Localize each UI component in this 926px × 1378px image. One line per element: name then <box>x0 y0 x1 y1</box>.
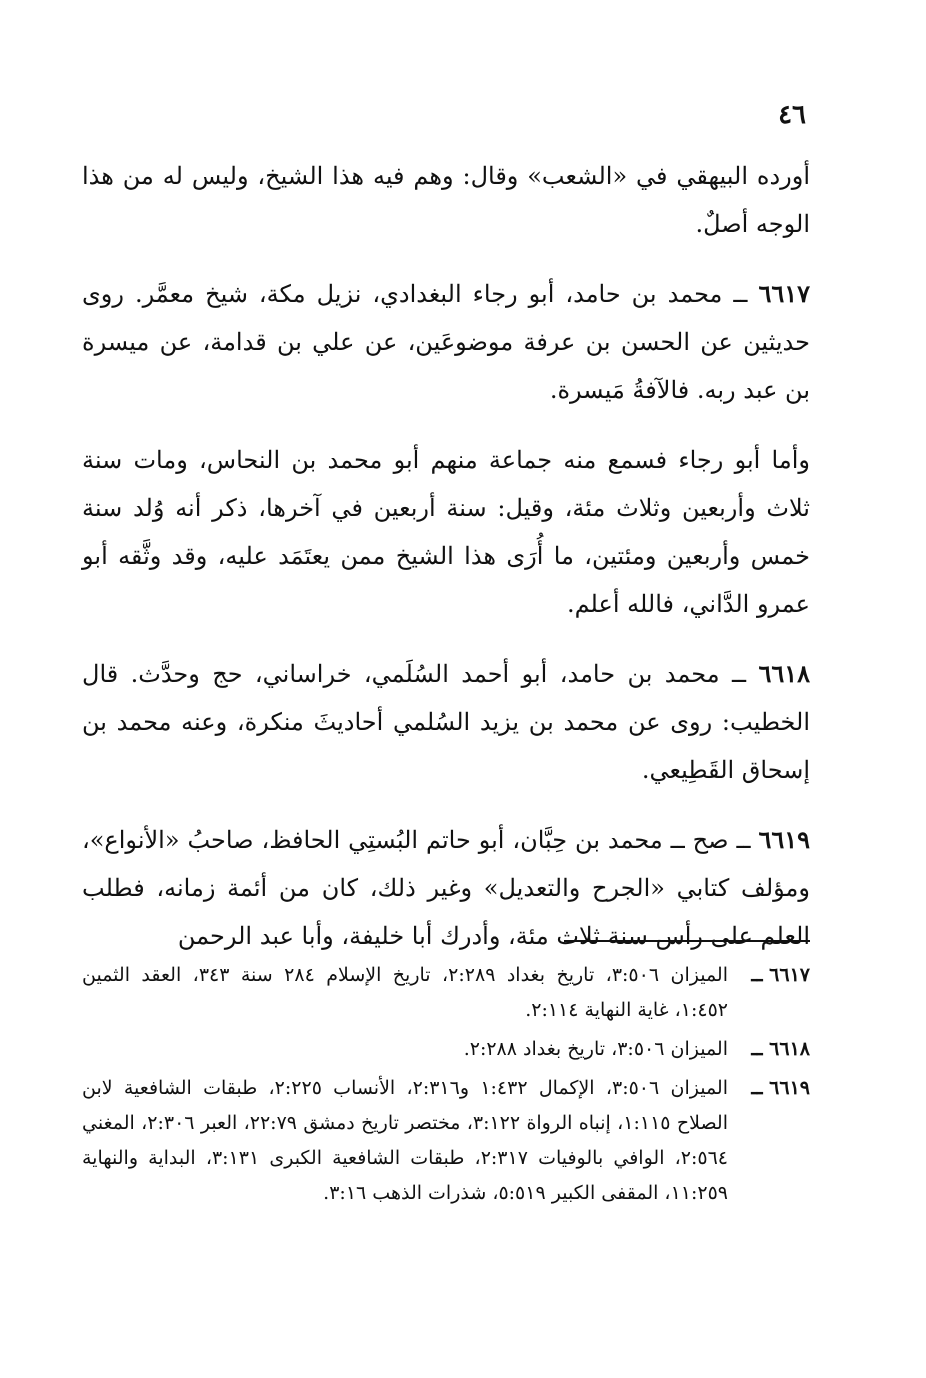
footnote-number: ٦٦١٩ ــ <box>751 1077 810 1099</box>
footnote-number: ٦٦١٨ ــ <box>751 1038 810 1060</box>
paragraph-abu-raja <box>82 436 810 628</box>
footnotes <box>82 958 810 1215</box>
footnote-number: ٦٦١٧ ــ <box>751 964 810 986</box>
entry-number: ٦٦١٧ <box>758 279 810 308</box>
entry-6619 <box>82 816 810 960</box>
paragraph-intro <box>82 152 810 248</box>
footnote-text: الميزان ٣:٥٠٦، الإكمال ١:٤٣٢ و٢:٣١٦، الأنساب ٢:٢٢٥، طبقات الشافعية لابن الصلاح ١:١١٥، إنباه الرواة ٣:١٢٢، مختصر تاريخ دمشق ٢٢:٧٩، العبر ٢:٣٠٦، المغني ٢:٥٦٤، الوافي بالوفيات ٢:٣١٧، طبقات الشافعية الكبرى ٣:١٣١، البداية والنهاية ١١:٢٥٩، المقفى الكبير ٥:٥١٩، شذرات الذهب ٣:١٦. <box>82 1077 728 1204</box>
entry-text: ــ صح ــ محمد بن حِبَّان، أبو حاتم البُستِي الحافظ، صاحبُ «الأنواع»، ومؤلف كتابي «الجرح والتعديل» وغير ذلك، كان من أئمة زمانه، فطلب العلم على رأس سنة ثلاث مئة، وأدرك أبا خليفة، وأبا عبد الرحمن <box>82 826 810 950</box>
paragraph-text: أورده البيهقي في «الشعب» وقال: وهم فيه هذا الشيخ، وليس له من هذا الوجه أصلٌ. <box>82 162 810 238</box>
entry-text: ــ محمد بن حامد، أبو أحمد السُلَمي، خراساني، حج وحدَّث. قال الخطيب: روى عن محمد بن يزيد السُلمي أحاديثَ منكرة، وعنه محمد بن إسحاق القَطِيعي. <box>82 660 810 784</box>
footnote-6618 <box>82 1032 810 1067</box>
footnote-text: الميزان ٣:٥٠٦، تاريخ بغداد ٢:٢٨٩، تاريخ الإسلام ٢٨٤ سنة ٣٤٣، العقد الثمين ١:٤٥٢، غاية النهاية ٢:١١٤. <box>82 964 728 1021</box>
entry-6618 <box>82 650 810 794</box>
page-number: ٤٦ <box>778 100 806 130</box>
main-text <box>82 152 810 982</box>
entry-number: ٦٦١٩ <box>758 825 810 854</box>
entry-6617 <box>82 270 810 414</box>
footnote-divider <box>564 940 810 942</box>
footnote-text: الميزان ٣:٥٠٦، تاريخ بغداد ٢:٢٨٨. <box>463 1038 728 1060</box>
paragraph-text: وأما أبو رجاء فسمع منه جماعة منهم أبو محمد بن النحاس، ومات سنة ثلاث وأربعين وثلاث مئة، وقيل: سنة أربعين في آخرها، ذكر أنه وُلد سنة خمس وأربعين ومئتين، ما أُرَى هذا الشيخ ممن يعتَمَد عليه، وقد وثَّقه أبو عمرو الدَّاني، فالله أعلم. <box>82 446 810 618</box>
entry-text: ــ محمد بن حامد، أبو رجاء البغدادي، نزيل مكة، شيخ معمَّر. روى حديثين عن الحسن بن عرفة موضوعَين، عن علي بن قدامة، عن ميسرة بن عبد ربه. فالآفةُ مَيسرة. <box>82 280 810 404</box>
entry-number: ٦٦١٨ <box>758 659 810 688</box>
footnote-6619 <box>82 1071 810 1211</box>
footnote-6617 <box>82 958 810 1028</box>
